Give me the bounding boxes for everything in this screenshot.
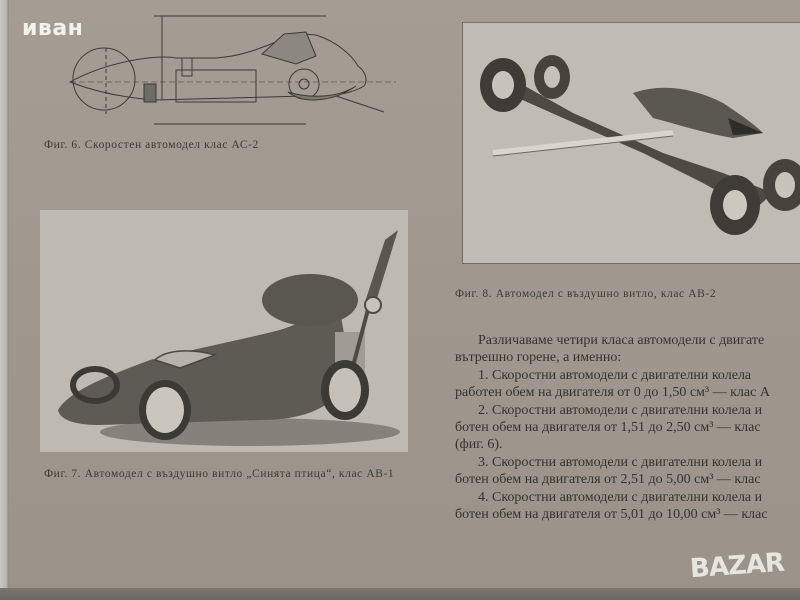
fig6-technical-drawing: [66, 14, 396, 126]
fig7-engine-pod: [262, 274, 358, 326]
text-line: 3. Скоростни автомодели с двигателни колела и: [478, 454, 763, 470]
fig8-wheel-front-right: [763, 159, 800, 211]
fig7-car-model: [58, 230, 400, 446]
fig7-wheel-front: [321, 360, 369, 420]
fig6-rear-wheel: [73, 48, 135, 110]
fig8-wheel-front-left: [710, 175, 760, 235]
bottom-edge: [0, 588, 800, 600]
fig7-wheel-rear: [139, 380, 191, 440]
left-page-edge: [0, 0, 9, 600]
text-line: ботен обем на двигателя от 1,51 до 2,50 см³ — клас: [455, 419, 761, 435]
fig8-wheel-rear-left: [480, 58, 526, 112]
bazar-logo-watermark: BAZAR: [689, 547, 785, 585]
fig8-car-model: [480, 55, 800, 235]
text-line: 4. Скоростни автомодели с двигателни колела и: [478, 489, 763, 505]
fig7-caption: Фиг. 7. Автомодел с въздушно витло „Синята птица“, клас АВ-1: [44, 468, 395, 480]
fig8-caption: Фиг. 8. Автомодел с въздушно витло, клас АВ-2: [455, 288, 717, 300]
fig6-caption: Фиг. 6. Скоростен автомодел клас АС-2: [44, 139, 259, 151]
text-line: 1. Скоростни автомодели с двигателни колела: [478, 367, 752, 383]
fig7-photo: [40, 210, 408, 452]
fig7-propeller: [365, 230, 398, 305]
fig6-body-outline: [70, 34, 366, 100]
text-line: 2. Скоростни автомодели с двигателни колела и: [478, 402, 763, 418]
text-line: Различаваме четири класа автомодели с двигате: [478, 333, 765, 348]
user-watermark: иван: [22, 16, 84, 41]
fig8-wheel-rear-right: [534, 55, 570, 99]
text-line: ботен обем на двигателя от 2,51 до 5,00 см³ — клас: [455, 472, 761, 488]
text-line: ботен обем на двигателя от 5,01 до 10,00 см³ — клас: [455, 506, 768, 522]
fig6-engine: [262, 32, 316, 64]
fig6-bracket: [144, 84, 156, 102]
text-line: работен обем на двигателя от 0 до 1,50 см³ — клас А: [455, 385, 770, 401]
body-text: [455, 332, 800, 523]
text-line: вътрешно горене, а именно:: [455, 350, 622, 366]
fig8-photo: [462, 22, 800, 264]
text-line: (фиг. 6).: [455, 437, 503, 453]
